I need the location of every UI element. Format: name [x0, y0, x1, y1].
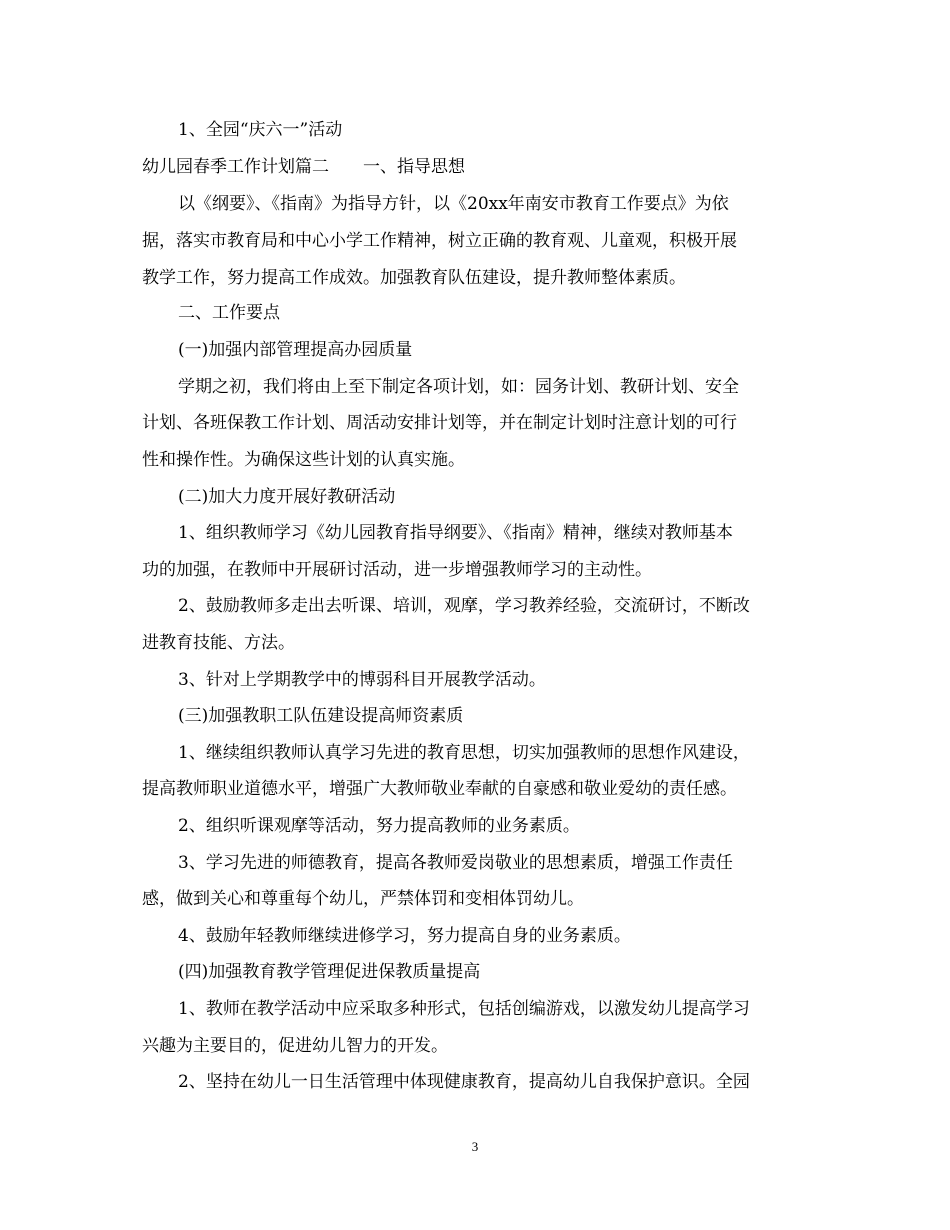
paragraph-line: 2、鼓励教师多走出去听课、培训，观摩，学习教养经验，交流研讨，不断改	[178, 596, 750, 616]
paragraph-line: 3、针对上学期教学中的博弱科目开展教学活动。	[178, 670, 546, 690]
paragraph-line: 2、坚持在幼儿一日生活管理中体现健康教育，提高幼儿自我保护意识。全园	[178, 1072, 750, 1092]
page-number: 3	[471, 1139, 479, 1154]
paragraph-line: 计划、各班保教工作计划、周活动安排计划等，并在制定计划时注意计划的可行	[142, 413, 737, 433]
section-heading-line: 幼儿园春季工作计划篇二 一、指导思想	[142, 157, 465, 177]
paragraph-line: 提高教师职业道德水平，增强广大教师敬业奉献的自豪感和敬业爱幼的责任感。	[142, 779, 737, 799]
paragraph-line: 感，做到关心和尊重每个幼儿，严禁体罚和变相体罚幼儿。	[142, 889, 584, 909]
paragraph-line: 进教育技能、方法。	[142, 633, 295, 653]
subsection-heading: (四)加强教育教学管理促进保教质量提高	[178, 962, 481, 982]
paragraph-line: 2、组织听课观摩等活动，努力提高教师的业务素质。	[178, 816, 580, 836]
paragraph-line: 性和操作性。为确保这些计划的认真实施。	[142, 450, 465, 470]
paragraph-line: 兴趣为主要目的，促进幼儿智力的开发。	[142, 1036, 448, 1056]
subsection-heading: (一)加强内部管理提高办园质量	[178, 340, 413, 360]
paragraph-line: 1、继续组织教师认真学习先进的教育思想，切实加强教师的思想作风建设，	[178, 743, 750, 763]
paragraph-line: 学期之初，我们将由上至下制定各项计划，如：园务计划、教研计划、安全	[178, 377, 739, 397]
paragraph-line: 4、鼓励年轻教师继续进修学习，努力提高自身的业务素质。	[178, 926, 631, 946]
section-heading: 二、工作要点	[178, 303, 280, 323]
paragraph-line: 据，落实市教育局和中心小学工作精神，树立正确的教育观、儿童观，积极开展	[142, 231, 737, 251]
paragraph-line: 1、全园“庆六一”活动	[178, 120, 343, 140]
paragraph-line: 3、学习先进的师德教育，提高各教师爱岗敬业的思想素质，增强工作责任	[178, 853, 733, 873]
subsection-heading: (三)加强教职工队伍建设提高师资素质	[178, 706, 464, 726]
paragraph-line: 以《纲要》、《指南》为指导方针，以《20xx年南安市教育工作要点》为依	[178, 194, 729, 214]
paragraph-line: 1、教师在教学活动中应采取多种形式，包括创编游戏，以激发幼儿提高学习	[178, 999, 750, 1019]
paragraph-line: 功的加强，在教师中开展研讨活动，进一步增强教师学习的主动性。	[142, 560, 652, 580]
paragraph-line: 1、组织教师学习《幼儿园教育指导纲要》、《指南》精神，继续对教师基本	[178, 523, 733, 543]
subsection-heading: (二)加大力度开展好教研活动	[178, 487, 396, 507]
paragraph-line: 教学工作，努力提高工作成效。加强教育队伍建设，提升教师整体素质。	[142, 268, 686, 288]
